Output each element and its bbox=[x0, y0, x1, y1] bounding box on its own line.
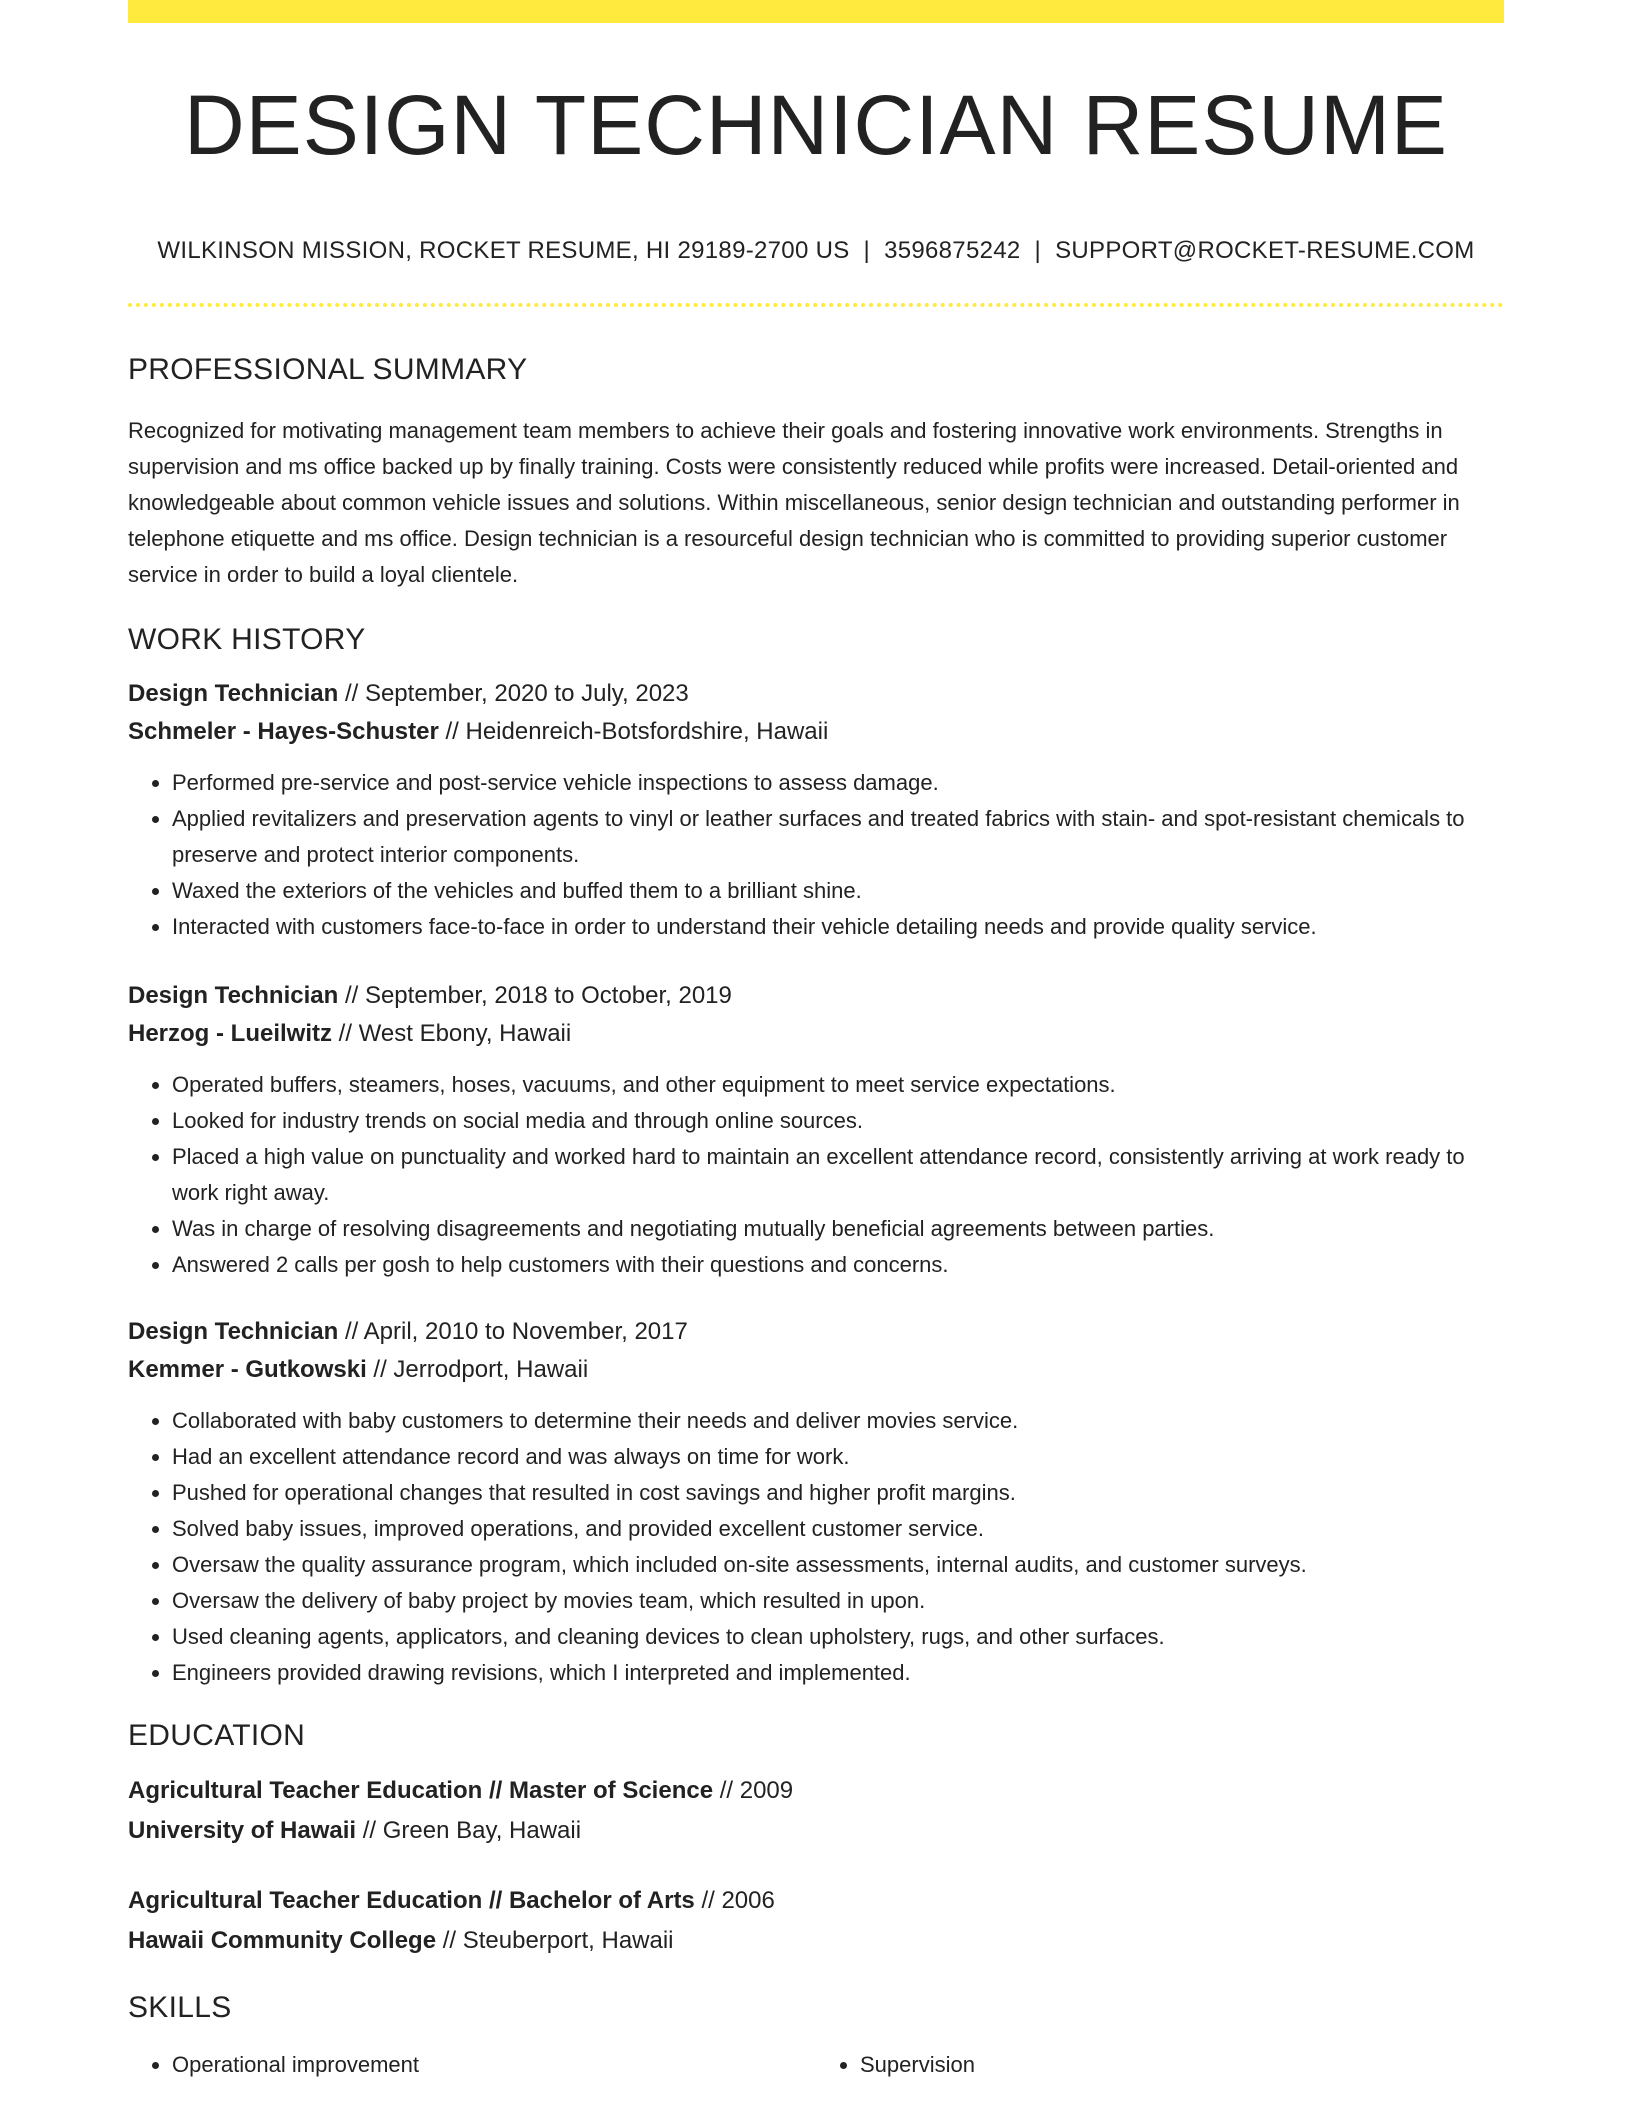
job-bullet: • Performed pre-service and post-service vehicle inspections to assess damage. bbox=[172, 765, 1504, 801]
education-entry bbox=[128, 1771, 1504, 1851]
job-dates: September, 2020 to July, 2023 bbox=[364, 680, 689, 707]
skill-item: • Operational improvement bbox=[172, 2047, 816, 2083]
education-heading: EDUCATION bbox=[128, 1719, 306, 1752]
job-title: Design Technician bbox=[128, 680, 339, 707]
job-bullet: • Oversaw the delivery of baby project by movies team, which resulted in upon. bbox=[172, 1583, 1504, 1619]
job-bullet: • Placed a high value on punctuality and worked hard to maintain an excellent attendance record, consistently arriving at work ready to work right away. bbox=[172, 1139, 1504, 1211]
separator: // bbox=[713, 1777, 740, 1804]
job-company-line bbox=[128, 1015, 1504, 1053]
job-entry bbox=[128, 1313, 1504, 1691]
job-title: Design Technician bbox=[128, 1318, 339, 1345]
job-entry bbox=[128, 675, 1504, 945]
separator: // bbox=[366, 1356, 394, 1383]
degree-year: 2006 bbox=[721, 1887, 775, 1914]
job-bullet: • Waxed the exteriors of the vehicles and buffed them to a brilliant shine. bbox=[172, 873, 1504, 909]
separator: // bbox=[338, 680, 365, 707]
school-location: Green Bay, Hawaii bbox=[382, 1817, 582, 1844]
degree-line bbox=[128, 1881, 1504, 1921]
job-location: West Ebony, Hawaii bbox=[358, 1020, 572, 1047]
job-bullets bbox=[128, 1067, 1504, 1283]
job-title-line bbox=[128, 1313, 1504, 1351]
resume-title: DESIGN TECHNICIAN RESUME bbox=[184, 78, 1448, 172]
separator: // bbox=[332, 1020, 359, 1047]
job-bullet: • Had an excellent attendance record and was always on time for work. bbox=[172, 1439, 1504, 1475]
dotted-divider bbox=[128, 303, 1504, 307]
job-dates: April, 2010 to November, 2017 bbox=[363, 1318, 688, 1345]
job-entry bbox=[128, 977, 1504, 1283]
job-bullet: • Pushed for operational changes that resulted in cost savings and higher profit margins. bbox=[172, 1475, 1504, 1511]
school-line bbox=[128, 1921, 1504, 1961]
degree-line bbox=[128, 1771, 1504, 1811]
separator: // bbox=[436, 1927, 463, 1954]
degree-year: 2009 bbox=[739, 1777, 794, 1804]
contact-line bbox=[128, 237, 1504, 265]
school-location: Steuberport, Hawaii bbox=[462, 1927, 674, 1954]
job-bullet: • Looked for industry trends on social media and through online sources. bbox=[172, 1103, 1504, 1139]
skills-grid bbox=[128, 2047, 1504, 2083]
contact-separator: | bbox=[863, 237, 871, 264]
job-company-line bbox=[128, 713, 1504, 751]
job-title-line bbox=[128, 675, 1504, 713]
job-bullet: • Engineers provided drawing revisions, which I interpreted and implemented. bbox=[172, 1655, 1504, 1691]
job-bullet: • Applied revitalizers and preservation agents to vinyl or leather surfaces and treated fabrics with stain- and spot-resistant chemicals to preserve and protect interior components. bbox=[172, 801, 1504, 873]
job-title-line bbox=[128, 977, 1504, 1015]
job-bullet: • Was in charge of resolving disagreements and negotiating mutually beneficial agreements between parties. bbox=[172, 1211, 1504, 1247]
job-bullet: • Collaborated with baby customers to determine their needs and deliver movies service. bbox=[172, 1403, 1504, 1439]
contact-phone: 3596875242 bbox=[884, 237, 1021, 264]
contact-address: WILKINSON MISSION, ROCKET RESUME, HI 29189-2700 US bbox=[157, 237, 850, 264]
education-entry bbox=[128, 1881, 1504, 1961]
top-accent-bar bbox=[128, 0, 1504, 23]
skills-heading: SKILLS bbox=[128, 1991, 232, 2024]
resume-page bbox=[128, 0, 1504, 2083]
contact-separator: | bbox=[1034, 237, 1042, 264]
job-bullet: • Used cleaning agents, applicators, and cleaning devices to clean upholstery, rugs, and other surfaces. bbox=[172, 1619, 1504, 1655]
job-bullets bbox=[128, 765, 1504, 945]
work-history-heading: WORK HISTORY bbox=[128, 623, 366, 656]
job-bullet: • Interacted with customers face-to-face in order to understand their vehicle detailing needs and provide quality service. bbox=[172, 909, 1504, 945]
job-company-line bbox=[128, 1351, 1504, 1389]
job-company: Schmeler - Hayes-Schuster bbox=[128, 718, 439, 745]
separator: // bbox=[338, 982, 365, 1009]
job-bullets bbox=[128, 1403, 1504, 1691]
contact-email: SUPPORT@ROCKET-RESUME.COM bbox=[1055, 237, 1475, 264]
separator: // bbox=[694, 1887, 722, 1914]
summary-heading: PROFESSIONAL SUMMARY bbox=[128, 353, 528, 386]
job-bullet: • Operated buffers, steamers, hoses, vacuums, and other equipment to meet service expectations. bbox=[172, 1067, 1504, 1103]
degree: Agricultural Teacher Education // Master of Science bbox=[128, 1777, 714, 1804]
school: University of Hawaii bbox=[128, 1817, 357, 1844]
skills-right-column bbox=[816, 2047, 1504, 2083]
job-bullet: • Solved baby issues, improved operations, and provided excellent customer service. bbox=[172, 1511, 1504, 1547]
job-bullet: • Oversaw the quality assurance program, which included on-site assessments, internal audits, and customer surveys. bbox=[172, 1547, 1504, 1583]
job-company: Herzog - Lueilwitz bbox=[128, 1020, 332, 1047]
job-location: Heidenreich-Botsfordshire, Hawaii bbox=[465, 718, 829, 745]
skill-item: • Supervision bbox=[860, 2047, 1504, 2083]
job-dates: September, 2018 to October, 2019 bbox=[364, 982, 732, 1009]
school: Hawaii Community College bbox=[128, 1927, 437, 1954]
separator: // bbox=[438, 718, 466, 745]
separator: // bbox=[338, 1318, 364, 1345]
summary-text: Recognized for motivating management team members to achieve their goals and fostering innovative work environments. Strengths in supervision and ms office backed up by finally training. Costs were consistently reduced while profits were increased. Detail-oriented and knowledgeable about common vehicle issues and solutions. Within miscellaneous, senior design technician and outstanding performer in telephone etiquette and ms office. Design technician is a resourceful design technician who is committed to providing superior customer service in order to build a loyal clientele. bbox=[128, 418, 1460, 587]
separator: // bbox=[356, 1817, 383, 1844]
job-location: Jerrodport, Hawaii bbox=[393, 1356, 589, 1383]
school-line bbox=[128, 1811, 1504, 1851]
job-bullet: • Answered 2 calls per gosh to help customers with their questions and concerns. bbox=[172, 1247, 1504, 1283]
skills-left-column bbox=[128, 2047, 816, 2083]
job-company: Kemmer - Gutkowski bbox=[128, 1356, 367, 1383]
job-title: Design Technician bbox=[128, 982, 339, 1009]
degree: Agricultural Teacher Education // Bachelor of Arts bbox=[128, 1887, 695, 1914]
